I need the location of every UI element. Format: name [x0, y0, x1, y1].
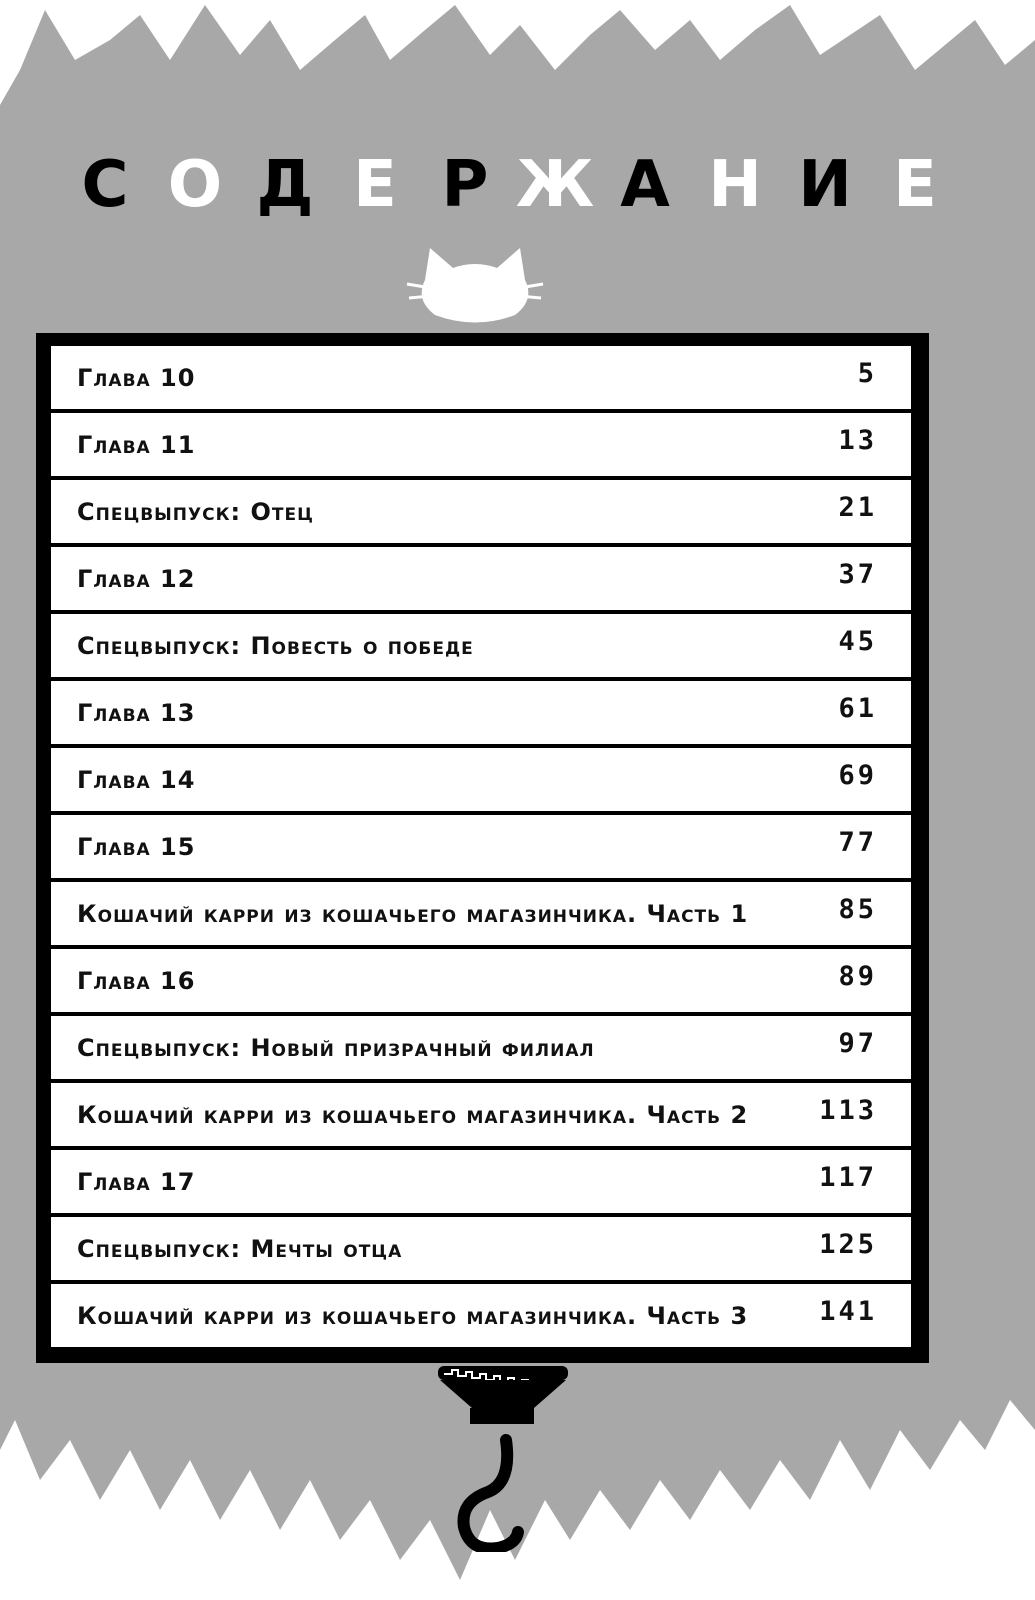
title-letter: Н — [708, 148, 762, 222]
toc-entry-page: 113 — [819, 1095, 877, 1126]
toc-entry[interactable] — [51, 547, 911, 610]
toc-entry-title: Спецвыпуск: Повесть о победе — [77, 632, 474, 660]
toc-entry[interactable] — [51, 882, 911, 945]
toc-entry-title: Глава 14 — [77, 766, 196, 794]
toc-entry[interactable] — [51, 480, 911, 543]
toc-entry-page: 37 — [838, 559, 877, 590]
toc-entry[interactable] — [51, 1083, 911, 1146]
toc-entry-page: 69 — [838, 760, 877, 791]
toc-entry[interactable] — [51, 1284, 911, 1347]
title-letter: Е — [893, 148, 937, 222]
title-letter: Е — [353, 148, 397, 222]
title-letter: И — [798, 148, 852, 222]
page-title — [60, 145, 960, 225]
toc-entry[interactable] — [51, 1016, 911, 1079]
cat-head-icon — [405, 240, 545, 325]
toc-entry[interactable] — [51, 748, 911, 811]
toc-entry-page: 5 — [857, 358, 877, 389]
title-letter: Ж — [515, 148, 595, 222]
cat-tail-icon — [464, 1440, 519, 1549]
toc-entry-title: Глава 13 — [77, 699, 196, 727]
table-of-contents — [51, 346, 911, 1351]
toc-entry[interactable] — [51, 413, 911, 476]
toc-entry-title: Глава 12 — [77, 565, 196, 593]
toc-entry-page: 117 — [819, 1162, 877, 1193]
toc-entry-page: 85 — [838, 894, 877, 925]
toc-entry-title: Спецвыпуск: Новый призрачный филиал — [77, 1034, 595, 1062]
toc-entry-title: Глава 11 — [77, 431, 196, 459]
title-letter: С — [81, 148, 129, 222]
toc-entry[interactable] — [51, 1217, 911, 1280]
toc-entry-page: 97 — [838, 1028, 877, 1059]
toc-entry-title: Глава 10 — [77, 364, 196, 392]
bowl-icon — [436, 1362, 576, 1552]
toc-entry-page: 125 — [819, 1229, 877, 1260]
toc-entry-page: 77 — [838, 827, 877, 858]
toc-entry-title: Спецвыпуск: Мечты отца — [77, 1235, 403, 1263]
toc-entry-page: 89 — [838, 961, 877, 992]
toc-entry[interactable] — [51, 681, 911, 744]
title-letter: Д — [256, 148, 314, 222]
toc-entry[interactable] — [51, 614, 911, 677]
toc-entry-title: Глава 16 — [77, 967, 196, 995]
toc-entry-page: 61 — [838, 693, 877, 724]
toc-entry[interactable] — [51, 949, 911, 1012]
toc-entry[interactable] — [51, 346, 911, 409]
toc-entry[interactable] — [51, 815, 911, 878]
toc-entry-title: Кошачий карри из кошачьего магазинчика. Часть 1 — [77, 900, 749, 928]
toc-entry-title: Глава 15 — [77, 833, 196, 861]
toc-entry-title: Спецвыпуск: Отец — [77, 498, 314, 526]
toc-entry-title: Глава 17 — [77, 1168, 196, 1196]
title-letter: О — [167, 148, 223, 222]
toc-entry-title: Кошачий карри из кошачьего магазинчика. Часть 2 — [77, 1101, 749, 1129]
toc-entry-page: 21 — [838, 492, 877, 523]
title-letter: А — [620, 148, 670, 222]
toc-entry[interactable] — [51, 1150, 911, 1213]
toc-entry-page: 45 — [838, 626, 877, 657]
toc-entry-page: 141 — [819, 1296, 877, 1327]
toc-entry-page: 13 — [838, 425, 877, 456]
toc-entry-title: Кошачий карри из кошачьего магазинчика. Часть 3 — [77, 1302, 749, 1330]
title-letter: Р — [441, 148, 489, 222]
